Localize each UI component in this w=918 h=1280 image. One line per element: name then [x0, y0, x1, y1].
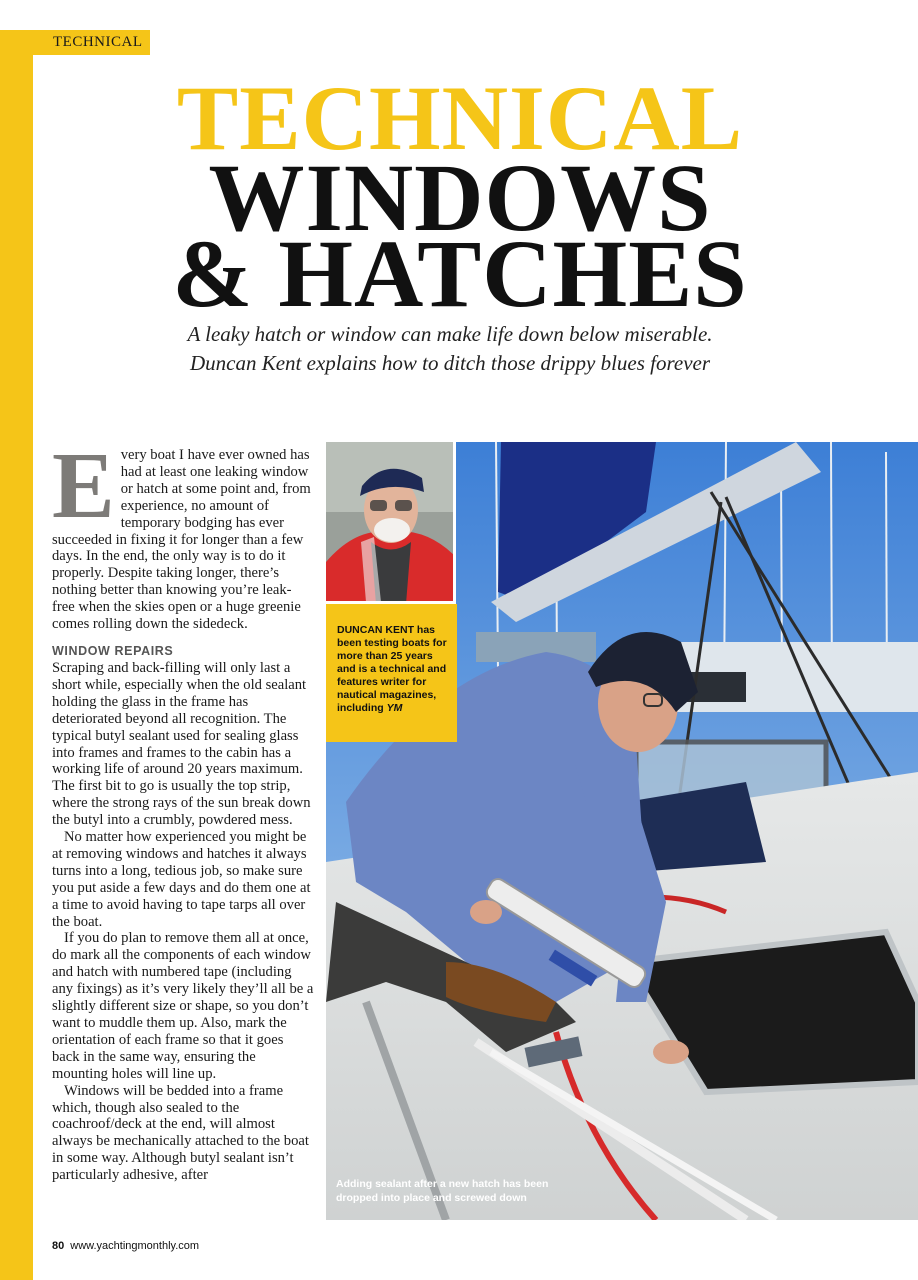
author-bio-box	[326, 604, 457, 742]
headline-kicker: TECHNICAL	[176, 67, 744, 169]
body-paragraph: If you do plan to remove them all at once, do mark all the components of each window and hatch with numbered tape (including any fixings) as it’s very likely they’ll all be a slightly different size or shape, so you don’t want to muddle them up. Also, mark the orientation of each frame so that it goes back in the same way, ensuring the mounting holes will line up.	[52, 930, 314, 1082]
body-paragraph: No matter how experienced you might be at removing windows and hatches it always turns into a long, tedious job, so make sure you put aside a few days and do them one at a time to avoid having to tape tarps all over the boat.	[52, 829, 311, 930]
caption-line-1: Adding sealant after a new hatch has been	[336, 1178, 549, 1190]
author-bio-text: DUNCAN KENT has been testing boats for more than 25 years and is a technical and features writer for nautical magazines, including	[337, 624, 447, 714]
section-tag: TECHNICAL	[33, 30, 150, 55]
photo-caption	[336, 1178, 566, 1205]
headline-line-1: WINDOWS	[208, 144, 712, 251]
folio	[52, 1240, 199, 1252]
page-number: 80	[52, 1240, 65, 1252]
drop-cap: E	[52, 434, 115, 538]
body-paragraph: Scraping and back-filling will only last a short while, especially when the old sealant holding the glass in the frame has deteriorated beyond all recognition. The typical butyl sealant used for sealing glass into frames and frames to the cabin has a working life of around 20 years maximum. The first bit to go is usually the top strip, where the strong rays of the sun break down the butyl into a crumbly, powdered mess.	[52, 659, 311, 829]
standfirst	[140, 320, 760, 378]
standfirst-line-1: A leaky hatch or window can make life down below miserable.	[187, 322, 713, 346]
website-url: www.yachtingmonthly.com	[70, 1240, 200, 1252]
caption-line-2: dropped into place and screwed down	[336, 1191, 527, 1204]
yellow-side-bar	[0, 30, 33, 1280]
body-column	[52, 434, 314, 1184]
author-portrait	[326, 442, 456, 604]
body-paragraph: Windows will be bedded into a frame which, though also sealed to the coachroof/deck at the end, will almost always be mechanically attached to the boat in some way. Although butyl sealant isn’t particularly adhesive, after	[52, 1082, 309, 1184]
headline-line-2: & HATCHES	[172, 220, 748, 327]
intro-paragraph	[52, 434, 314, 633]
author-bio-magazine: YM	[386, 702, 403, 714]
intro-text: very boat I have ever owned has had at least one leaking window or hatch at some point and, from experience, no amount of temporary bodging has ever succeeded in fixing it for longer than a few days. In the end, the only way is to do it properly. Despite taking longer, there’s nothing better than knowing you’re leak-free when the skies open or a huge greenie comes rolling down the sidedeck.	[52, 447, 311, 633]
standfirst-line-2: Duncan Kent explains how to ditch those drippy blues forever	[189, 351, 711, 375]
subhead-window-repairs: WINDOW REPAIRS	[52, 643, 174, 658]
